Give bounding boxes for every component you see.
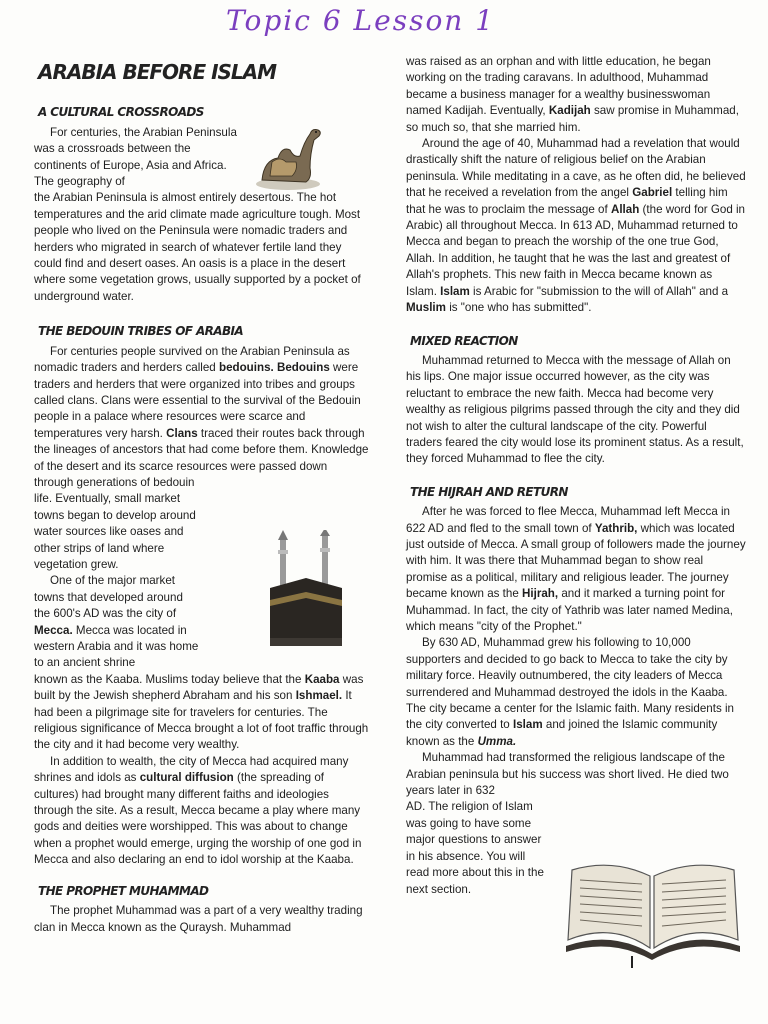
paragraph: Muhammad had transformed the religious landscape of the Arabian peninsula but his success was short lived. He died two years later in 632 [406, 751, 729, 798]
heading-bedouin-tribes: THE BEDOUIN TRIBES OF ARABIA [38, 324, 244, 339]
handwritten-topic-note: Topic 6 Lesson 1 [226, 4, 496, 37]
paragraph: One of the major market towns that developed around the 600's AD was the city of Mecca. Mecca was located in western Arabia and it was home to an ancient shrine [34, 574, 199, 670]
heading-prophet-muhammad: THE PROPHET MUHAMMAD [38, 883, 209, 898]
paragraph: By 630 AD, Muhammad grew his following to 10,000 supporters and decided to go back to Mecca to take the city by military force. Heavily outnumbered, the city leaders of Mecca surrendered and Muhammad destroyed the idols in the Kaaba. The city became a center for the Islamic faith. Many residents in the city converted to Islam and joined the Islamic community known as the Umma. [406, 636, 734, 748]
paragraph: known as the Kaaba. Muslims today believe that the Kaaba was built by the Jewish shepherd Abraham and his son Ishmael. It had been a pilgrimage site for travelers for centuries. The religious significance of Mecca brought a lot of foot traffic through the city and it had become very wealthy. [34, 672, 369, 752]
paragraph: After he was forced to flee Mecca, Muhammad left Mecca in 622 AD and fled to the small town of Yathrib, which was located just outside of Mecca. A small group of followers made the journey with him. It was there that Muhammad began to show real promise as a political, military and religious leader. The journey became known as the Hijrah, and it marked a turning point for Muhammad. In fact, the city of Yathrib was later named Medina, which means "city of the Prophet." [406, 505, 746, 633]
paragraph: The prophet Muhammad was a part of a very wealthy trading clan in Mecca known as the Quraysh. Muhammad [34, 904, 363, 934]
paragraph: Around the age of 40, Muhammad had a revelation that would drastically shift the nature of religious belief on the Arabian peninsula. While meditating in a cave, as he often did, he believed that he received a revelation from the angel Gabriel telling him that he was to proclaim the message of Allah (the word for God in Arabic) all throughout Mecca. In 613 AD, Muhammad returned to Mecca and began to preach the worship of the one true God, Allah. In addition, he taught that he was the last and greatest of Allah's prophets. This new faith in Mecca became known as Islam. Islam is Arabic for "submission to the will of Allah" and a Muslim is "one who has submitted". [406, 137, 746, 315]
right-column [406, 54, 746, 898]
paragraph: was raised as an orphan and with little education, he began working on the trading caravans. In adulthood, Muhammad became a business manager for a wealthy businesswoman named Kadijah. Eventually, Kadijah saw promise in Muhammad, so much so, that she married him. [406, 55, 739, 134]
paragraph: For centuries, the Arabian Peninsula was a crossroads between the continents of Europe, Asia and Africa. The geography of [34, 125, 237, 189]
camel-illustration [252, 120, 324, 194]
paragraph: through generations of bedouin life. Eventually, small market towns began to develop around water sources like oases and other strips of land where vegetation grew. [34, 475, 196, 571]
paragraph: In addition to wealth, the city of Mecca had acquired many shrines and idols as cultural diffusion (the spreading of cultures) had brought many different faiths and ideologies through the site. As a result, Mecca became a play where many gods and deities were worshipped. This was about to change when a prophet would emerge, urging the worship of one god in Mecca and also declaring an end to idol worship at the Kaaba. [34, 754, 362, 867]
heading-cultural-crossroads: A CULTURAL CROSSROADS [38, 105, 204, 120]
heading-hijrah-return: THE HIJRAH AND RETURN [410, 484, 568, 499]
kaaba-illustration [266, 530, 344, 648]
paragraph: Muhammad returned to Mecca with the message of Allah on his lips. One major issue occurred however, as the city was reluctant to embrace the new faith. Mecca had become very wealthy as religious pilgrims passed through the city and they did not wish to alter the cultural landscape of the city. Powerful traders feared the city would lose its prominent status. As a result, they forced Muhammad to flee the city. [406, 353, 744, 466]
paragraph: For centuries people survived on the Arabian Peninsula as nomadic traders and herders called bedouins. Bedouins were traders and herders that were organized into tribes and groups called clans. Clans were essential to the survival of the Bedouin people in a palace where resources were scarce and temperatures very harsh. Clans traced their routes back through the lineages of ancestors that had come before them. Knowledge of the desert and its scarce resources were passed down [34, 344, 369, 473]
paragraph: AD. The religion of Islam was going to have some major questions to answer in his absence. You will read more about this in the next section. [406, 800, 544, 896]
paragraph: the Arabian Peninsula is almost entirely desertous. The hot temperatures and the arid climate made agriculture tough. Most people who lived on the Peninsula were nomadic traders and herders who migrated in search of whatever fertile land they could find and desert oases. An oasis is a place in the desert where some vegetation grows, usually supported by a pocket of underground water. [34, 191, 361, 303]
quran-book-illustration [562, 856, 742, 968]
page-title: ARABIA BEFORE ISLAM [38, 60, 277, 84]
heading-mixed-reaction: MIXED REACTION [410, 333, 518, 348]
